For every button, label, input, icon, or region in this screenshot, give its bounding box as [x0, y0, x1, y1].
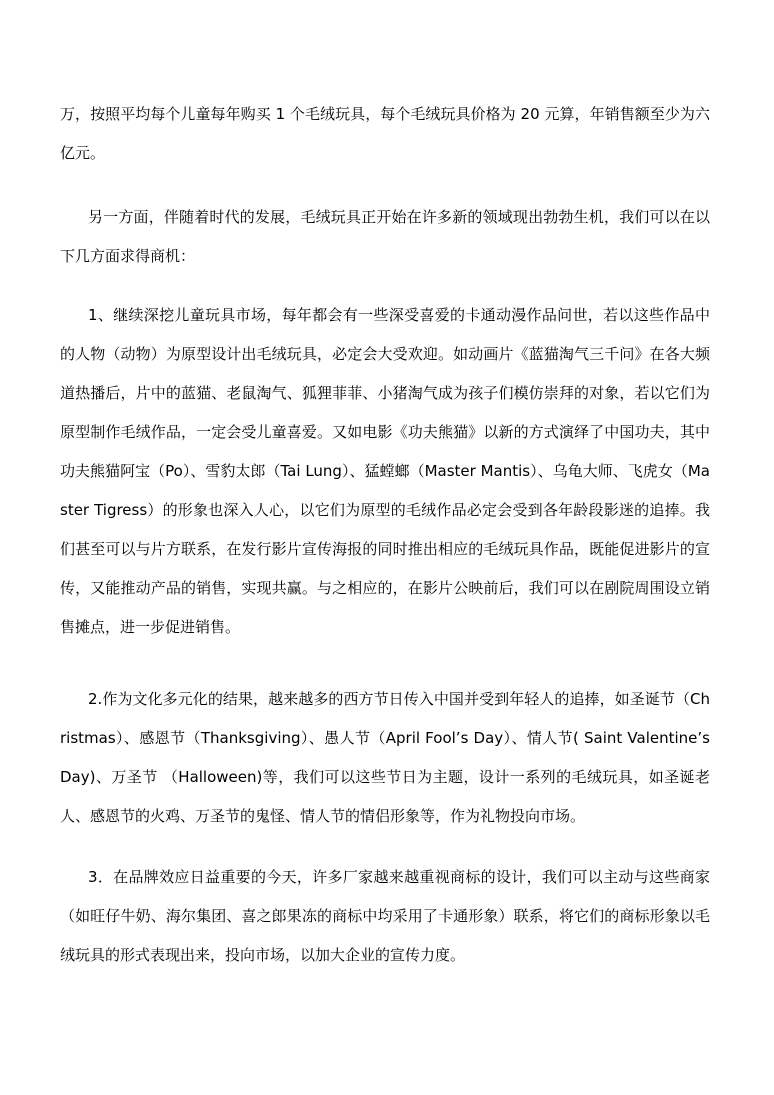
- paragraph-point-1-cartoon-market: 1、继续深挖儿童玩具市场，每年都会有一些深受喜爱的卡通动漫作品问世，若以这些作品中的人物（动物）为原型设计出毛绒玩具，必定会大受欢迎。如动画片《蓝猫淘气三千问》在各大频道热播后，片中的蓝猫、老鼠淘气、狐狸菲菲、小猪淘气成为孩子们模仿崇拜的对象，若以它们为原型制作毛绒作品，一定会受儿童喜爱。又如电影《功夫熊猫》以新的方式演绎了中国功夫，其中功夫熊猫阿宝（Po）、雪豹太郎（Tai Lung）、猛螳螂（Master Mantis）、乌龟大师、飞虎女（Master Tigress）的形象也深入人心，以它们为原型的毛绒作品必定会受到各年龄段影迷的追捧。我们甚至可以与片方联系，在发行影片宣传海报的同时推出相应的毛绒玩具作品，既能促进影片的宣传，又能推动产品的销售，实现共赢。与之相应的，在影片公映前后，我们可以在剧院周围设立销售摊点，进一步促进销售。: [60, 306, 710, 636]
- paragraph-point-3-brand-mascots: 3．在品牌效应日益重要的今天，许多厂家越来越重视商标的设计，我们可以主动与这些商家（如旺仔牛奶、海尔集团、喜之郎果冻的商标中均采用了卡通形象）联系，将它们的商标形象以毛绒玩具的形式表现出来，投向市场，以加大企业的宣传力度。: [60, 868, 710, 964]
- paragraph-new-opportunities: 另一方面，伴随着时代的发展，毛绒玩具正开始在许多新的领域现出勃勃生机，我们可以在以下几方面求得商机：: [60, 208, 710, 265]
- paragraph-sales-estimate: 万，按照平均每个儿童每年购买 1 个毛绒玩具，每个毛绒玩具价格为 20 元算，年销售额至少为六亿元。: [60, 105, 710, 162]
- paragraph-point-2-western-holidays: 2.作为文化多元化的结果，越来越多的西方节日传入中国并受到年轻人的追捧，如圣诞节（Christmas）、感恩节（Thanksgiving）、愚人节（April Fool’s Day）、情人节( Saint Valentine’s Day)、万圣节 （Halloween)等，我们可以这些节日为主题，设计一系列的毛绒玩具，如圣诞老人、感恩节的火鸡、万圣节的鬼怪、情人节的情侣形象等，作为礼物投向市场。: [60, 690, 710, 825]
